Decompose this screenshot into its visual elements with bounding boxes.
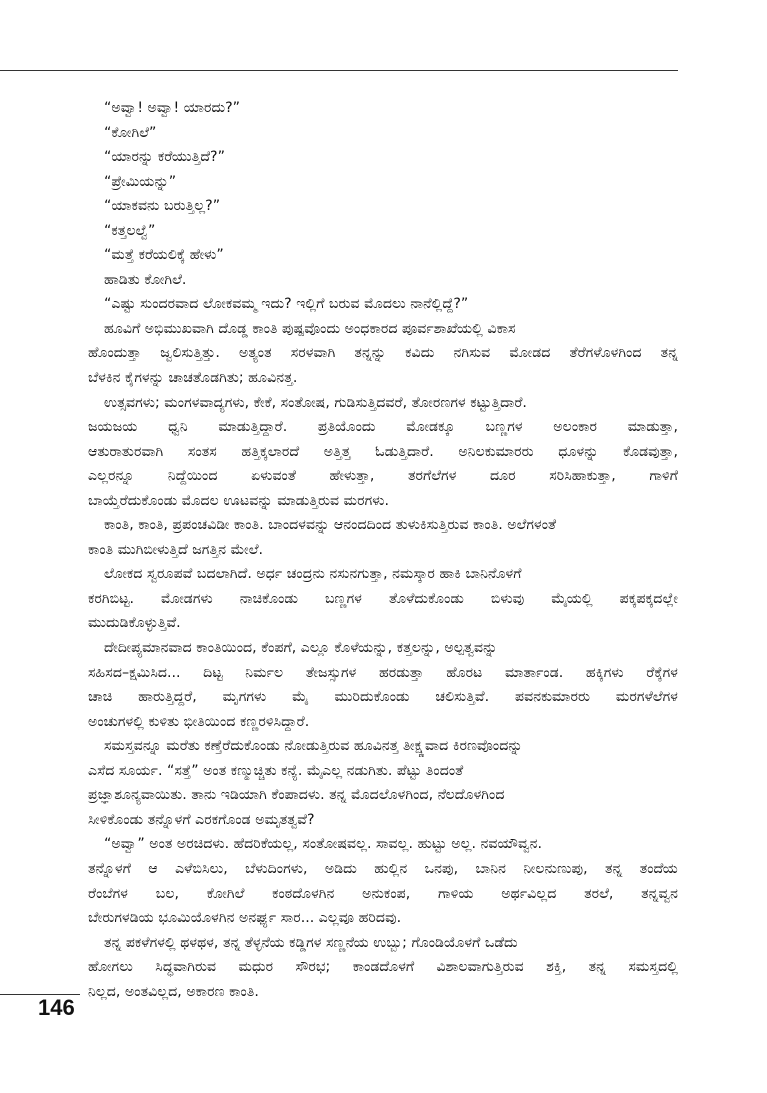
- text-line: ಕಾಂತಿ ಮುಗಿಬೀಳುತ್ತಿದೆ ಜಗತ್ತಿನ ಮೇಲೆ.: [88, 541, 264, 558]
- text-line: ಹೊಂದುತ್ತಾ ಜ್ವಲಿಸುತ್ತಿತ್ತು. ಅತ್ಯಂತ ಸರಳವಾಗಿ ತನ್ನನ್ನು ಕವಿದು ನಗಿಸುವ ಮೋಡದ ತೆರೆಗಳೊಳಗಿಂದ ತನ್ನ: [88, 345, 678, 362]
- text-line: ಎಲ್ಲರನ್ನೂ ನಿದ್ದೆಯಿಂದ ಏಳುವಂತೆ ಹೇಳುತ್ತಾ, ತರಗೆಲೆಗಳ ದೂರ ಸರಿಸಿಹಾಕುತ್ತಾ, ಗಾಳಿಗೆ: [88, 468, 678, 485]
- header-rule: [0, 70, 678, 71]
- text-line: “ಮತ್ತೆ ಕರೆಯಲಿಕ್ಕೆ ಹೇಳು”: [104, 247, 224, 264]
- text-line: ನಿಲ್ಲದ, ಅಂತವಿಲ್ಲದ, ಅಕಾರಣ ಕಾಂತಿ.: [88, 983, 259, 1000]
- text-line: ಬೇರುಗಳಡಿಯ ಭೂಮಿಯೊಳಗಿನ ಅನರ್ಘ್ಯ ಸಾರ... ಎಲ್ಲವೂ ಹರಿದವು.: [88, 910, 402, 927]
- text-line: ದೇದೀಪ್ಯಮಾನವಾದ ಕಾಂತಿಯಿಂದ, ಕೆಂಪಗೆ, ಎಲ್ಲೂ ಕೊಳೆಯನ್ನು, ಕತ್ತಲನ್ನು, ಅಲ್ಪತ್ವವನ್ನು: [104, 640, 498, 657]
- text-line: “ಕೋಗಿಲೆ”: [104, 124, 157, 141]
- text-line: ತನ್ನ ಪಕಳೆಗಳಲ್ಲಿ ಥಳಥಳ, ತನ್ನ ತೆಳ್ಳನೆಯ ಕಡ್ಡಿಗಳ ಸಣ್ಣನೆಯ ಉಬ್ಬು; ಗೊಂಡಿಯೊಳಗೆ ಒಡೆದು: [104, 934, 518, 951]
- text-line: ಅಂಚುಗಳಲ್ಲಿ ಕುಳಿತು ಭೀತಿಯಿಂದ ಕಣ್ಣರಳಿಸಿದ್ದಾರೆ.: [88, 713, 310, 730]
- text-line: “ಪ್ರೇಮಿಯನ್ನು”: [104, 173, 177, 190]
- text-line: “ಅವ್ವಾ” ಅಂತ ಅರಚಿದಳು. ಹೆದರಿಕೆಯಲ್ಲ, ಸಂತೋಷವಲ್ಲ. ಸಾವಲ್ಲ. ಹುಟ್ಟು ಅಲ್ಲ. ನವಯೌವ್ವನ.: [104, 836, 542, 853]
- text-line: ಸೀಳಿಕೊಂಡು ತನ್ನೊಳಗೆ ಎರಕಗೊಂಡ ಅಮೃತತ್ವವೆ?: [88, 811, 315, 828]
- text-line: ಹಾಡಿತು ಕೋಗಿಲೆ.: [104, 271, 187, 288]
- text-line: ಬಾಯ್ತೆರೆದುಕೊಂಡು ಮೊದಲ ಊಟವನ್ನು ಮಾಡುತ್ತಿರುವ ಮರಗಳು.: [88, 492, 390, 509]
- text-line: ರೆಂಬೆಗಳ ಬಲ, ಕೋಗಿಲೆ ಕಂಠದೊಳಗಿನ ಅನುಕಂಪ, ಗಾಳಿಯ ಅರ್ಥವಿಲ್ಲದ ತರಲೆ, ತನ್ನವ್ವನ: [88, 885, 678, 902]
- text-line: “ಎಷ್ಟು ಸುಂದರವಾದ ಲೋಕವಮ್ಮ ಇದು? ಇಲ್ಲಿಗೆ ಬರುವ ಮೊದಲು ನಾನೆಲ್ಲಿದ್ದೆ?”: [104, 296, 469, 313]
- text-line: ತನ್ನೊಳಗೆ ಆ ಎಳೆಬಿಸಿಲು, ಬೆಳುದಿಂಗಳು, ಅಡಿದು ಹುಲ್ಲಿನ ಒನಪು, ಬಾನಿನ ನೀಲನುಣುಪು, ತನ್ನ ತಂದೆಯ: [88, 860, 678, 877]
- text-line: ಕಾಂತಿ, ಕಾಂತಿ, ಪ್ರಪಂಚವಿಡೀ ಕಾಂತಿ. ಬಾಂದಳವನ್ನು ಆನಂದದಿಂದ ತುಳುಕಿಸುತ್ತಿರುವ ಕಾಂತಿ. ಅಲೆಗಳಂತೆ: [104, 517, 557, 534]
- text-line: ಉತ್ಸವಗಳು; ಮಂಗಳವಾದ್ಯಗಳು, ಕೇಕೆ, ಸಂತೋಷ, ಗುಡಿಸುತ್ತಿದವರೆ, ತೋರಣಗಳ ಕಟ್ಟುತ್ತಿದಾರೆ.: [104, 394, 527, 411]
- text-line: ಕರಗಿಬಿಟ್ಟ. ಮೋಡಗಳು ನಾಚಿಕೊಂಡು ಬಣ್ಣಗಳ ತೊಳೆದುಕೊಂಡು ಬಿಳುವು ಮೈಯಲ್ಲಿ ಪಕ್ಕಪಕ್ಕದಲ್ಲೇ: [88, 590, 678, 607]
- text-line: “ಯಾಕವನು ಬರುತ್ತಿಲ್ಲ?”: [104, 198, 221, 215]
- text-line: ಚಾಚಿ ಹಾರುತ್ತಿದ್ದರೆ, ಮೃಗಗಳು ಮೈ ಮುರಿದುಕೊಂಡು ಚಲಿಸುತ್ತಿವೆ. ಪವನಕುಮಾರರು ಮರಗಳೆಲೆಗಳ: [88, 689, 678, 706]
- text-line: ಮುದುಡಿಕೊಳ್ಳುತ್ತಿವೆ.: [88, 615, 181, 632]
- text-line: ಪ್ರಜ್ಞಾಶೂನ್ಯವಾಯಿತು. ತಾನು ಇಡಿಯಾಗಿ ಕೆಂಪಾದಳು. ತನ್ನ ಮೊದಲೊಳಗಿಂದ, ನೆಲದೊಳಗಿಂದ: [88, 787, 505, 804]
- text-line: ಲೋಕದ ಸ್ವರೂಪವೆ ಬದಲಾಗಿದೆ. ಅರ್ಧ ಚಂದ್ರನು ನಸುನಗುತ್ತಾ, ನಮಸ್ಕಾರ ಹಾಕಿ ಬಾನಿನೊಳಗೆ: [104, 566, 522, 583]
- text-line: “ಯಾರನ್ನು ಕರೆಯುತ್ತಿದೆ?”: [104, 149, 225, 166]
- text-line: “ಅವ್ವಾ! ಅವ್ವಾ! ಯಾರದು?”: [104, 100, 241, 116]
- text-line: ಬೆಳಕಿನ ಕೈಗಳನ್ನು ಚಾಚತೊಡಗಿತು; ಹೂವಿನತ್ತ.: [88, 370, 298, 387]
- page-number: 146: [38, 995, 75, 1020]
- text-line: ಆತುರಾತುರವಾಗಿ ಸಂತಸ ಹತ್ತಿಕ್ಕಲಾರದೆ ಅತ್ತಿತ್ತ ಓಡುತ್ತಿದಾರೆ. ಅನಿಲಕುಮಾರರು ಧೂಳನ್ನು ಕೊಡವುತ್ತಾ,: [88, 443, 678, 460]
- text-line: ಹೋಗಲು ಸಿದ್ಧವಾಗಿರುವ ಮಧುರ ಸೌರಭ; ಕಾಂಡದೊಳಗೆ ವಿಶಾಲವಾಗುತ್ತಿರುವ ಶಕ್ತಿ, ತನ್ನ ಸಮಸ್ತದಲ್ಲಿ: [88, 959, 678, 976]
- text-line: ಸಮಸ್ತವನ್ನೂ ಮರೆತು ಕಣ್ತೆರೆದುಕೊಂಡು ನೋಡುತ್ತಿರುವ ಹೂವಿನತ್ತ ತೀಕ್ಷ್ಣವಾದ ಕಿರಣವೊಂದನ್ನು: [104, 738, 523, 755]
- text-line: ಎಸೆದ ಸೂರ್ಯ. “ಸತ್ತೆ” ಅಂತ ಕಣ್ಮುಚ್ಚಿತು ಕನ್ಯೆ. ಮೈಎಲ್ಲ ನಡುಗಿತು. ಪೆಟ್ಟು ತಿಂದಂತೆ: [88, 762, 464, 779]
- body-text: [88, 96, 678, 1004]
- text-line: ಸಹಿಸದ–ಕ್ಷಮಿಸಿದ... ದಿಟ್ಟ ನಿರ್ಮಲ ತೇಜಸ್ಸುಗಳ ಹರಡುತ್ತಾ ಹೊರಟ ಮಾರ್ತಾಂಡ. ಹಕ್ಕಿಗಳು ರೆಕ್ಕೆಗಳ: [88, 664, 678, 681]
- text-line: ಹೂವಿಗೆ ಅಭಿಮುಖವಾಗಿ ದೊಡ್ಡ ಕಾಂತಿ ಪುಷ್ಪವೊಂದು ಅಂಧಕಾರದ ಪೂರ್ವಶಾಖೆಯಲ್ಲಿ ವಿಕಾಸ: [104, 320, 516, 337]
- text-line: “ಕತ್ತಲಲ್ವೆ”: [104, 222, 156, 239]
- text-line: ಜಯಜಯ ಧ್ವನಿ ಮಾಡುತ್ತಿದ್ದಾರೆ. ಪ್ರತಿಯೊಂದು ಮೋಡಕ್ಕೂ ಬಣ್ಣಗಳ ಅಲಂಕಾರ ಮಾಡುತ್ತಾ,: [88, 419, 678, 436]
